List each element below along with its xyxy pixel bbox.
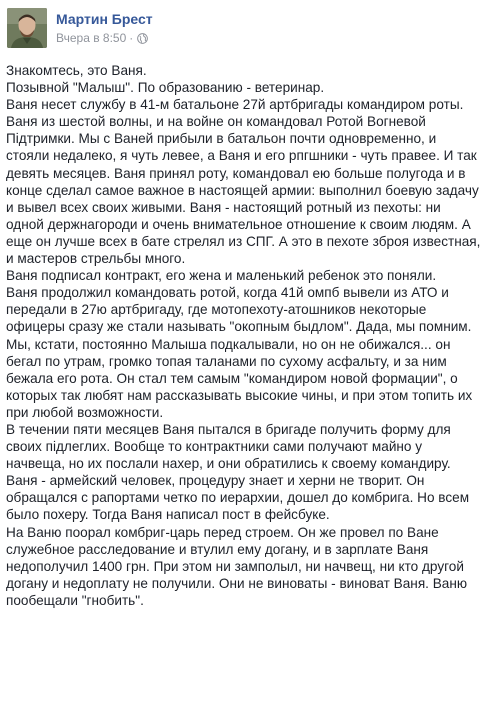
- post-timestamp[interactable]: Вчера в 8:50: [56, 30, 127, 45]
- post-paragraph: В течении пяти месяцев Ваня пытался в бригаде получить форму для своих підлеглих. Вообще то контрактники сами получают майно у начвеща, но их послали нахер, и они обратились к своему командиру. Ваня - армейский человек, процедуру знает и херни не творит. Он обращался с рапортами четко по иерархии, дошел до комбрига. Но всем было похеру. Тогда Ваня написал пост в фейсбуке.: [6, 421, 470, 523]
- post-paragraph: Мы, кстати, постоянно Малыша подкалывали, но он не обижался... он бегал по утрам, громко топая таланами по сухому асфальту, и за ним бежала его рота. Он стал тем самым "командиром новой формации", о которых так любят нам рассказывать высокие чины, и при этом топить их при любой возможности.: [6, 336, 473, 420]
- post-paragraph: Ваня продолжил командовать ротой, когда 41й омпб вывели из АТО и передали в 27ю артбригаду, где мотопехоту-атошников некоторые офицеры сразу же стали называть "окопным быдлом". Дада, мы помним.: [6, 285, 472, 335]
- post-paragraph: Ваня несет службу в 41-м батальоне 27й артбригады командиром роты. Ваня из шестой волны, и на войне он командовал Ротой Вогневой Підтримки. Мы с Ваней прибыли в батальон почти одновременно, и стояли недалеко, я чуть левее, а Ваня и его рпгшники - чуть правее. И так девять месяцев. Ваня принял роту, командовал ею больше полугода и в конце сделал самое важное в настоящей армии: выполнил боевую задачу и вывел всех своих живыми. Ваня - настоящий ротный из пехоты: ни одной держнагороди и очень внимательное отношение к своим людям. А еще он лучше всех в бате стрелял из СПГ. А это в пехоте зброя известная, и мастеров стрельбы много.: [6, 97, 481, 267]
- post-meta: [56, 11, 153, 46]
- meta-separator: ·: [129, 30, 134, 45]
- post-body: [6, 62, 482, 609]
- avatar-photo-icon: [7, 8, 47, 48]
- globe-icon[interactable]: [137, 32, 148, 43]
- post-paragraph: На Ваню поорал комбриг-царь перед строем. Он же провел по Ване служебное расследование и втулил ему догану, и в зарплате Ваня недополучил 1400 грн. При этом ни замполыл, ни начвещ, ни кто другой догану и недоплату не получили. Они не виноваты - виноват Ваня. Ваню пообещали "гнобить".: [6, 524, 468, 608]
- author-avatar[interactable]: [7, 8, 47, 48]
- post-subline: [56, 30, 153, 46]
- post-paragraph: Ваня подписал контракт, его жена и маленький ребенок это поняли.: [6, 268, 437, 284]
- author-name[interactable]: Мартин Брест: [56, 10, 153, 27]
- post-header: [7, 4, 153, 52]
- post-paragraph: Знакомтесь, это Ваня.: [6, 63, 147, 78]
- post-paragraph: Позывной "Малыш". По образованию - ветеринар.: [6, 80, 325, 96]
